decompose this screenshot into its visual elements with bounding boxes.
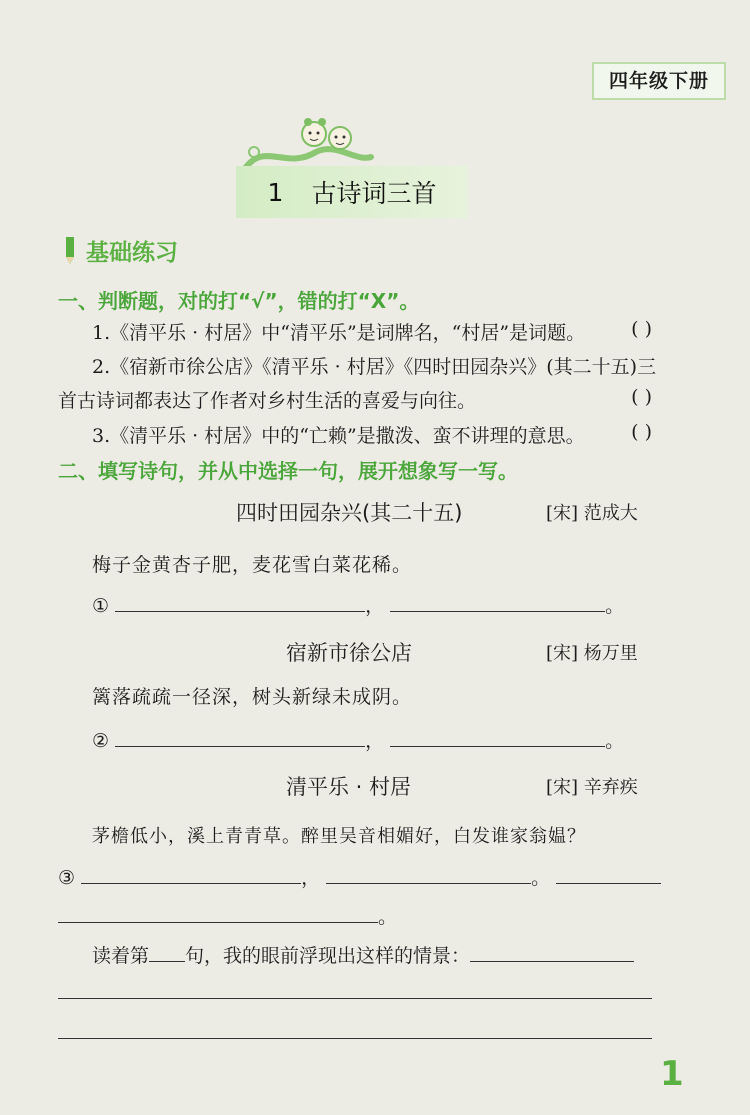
answer-blank[interactable]: [390, 728, 605, 747]
grade-tag: 四年级下册: [592, 62, 726, 100]
q1-item-1: [92, 318, 652, 345]
poem-2-title: 宿新市徐公店: [286, 641, 412, 665]
section-title: 基础练习: [86, 239, 178, 266]
poem-1-line: 梅子金黄杏子肥，麦花雪白菜花稀。: [92, 554, 413, 576]
q1-item-2-line2: [58, 386, 652, 413]
poem-3-line: 茅檐低小，溪上青青草。醉里吴音相媚好，白发谁家翁媪？: [92, 826, 586, 847]
poem-3-fill: [58, 863, 652, 890]
fill-comma: ，: [365, 730, 385, 752]
q2-heading: 二、填写诗句，并从中选择一句，展开想象写一写。: [58, 459, 518, 483]
writing-line[interactable]: [58, 998, 652, 999]
answer-blank[interactable]: [115, 593, 365, 612]
poem-1-fill: [92, 591, 652, 618]
answer-blank[interactable]: [81, 865, 301, 884]
pencil-icon: [60, 235, 80, 265]
answer-paren[interactable]: ( ): [631, 386, 652, 408]
answer-blank[interactable]: [470, 943, 634, 962]
answer-blank[interactable]: [149, 943, 185, 962]
answer-paren[interactable]: ( ): [631, 421, 652, 443]
lesson-title: 古诗词三首: [311, 179, 437, 208]
fill-period: 。: [605, 595, 625, 617]
poem-3-title: 清平乐 · 村居: [286, 775, 412, 799]
poem-1-author: [宋] 范成大: [546, 503, 638, 524]
prompt-before: 读着第: [92, 945, 150, 967]
poem-2-fill: [92, 726, 652, 753]
answer-blank[interactable]: [115, 728, 365, 747]
q1-item-2-text: 首古诗词都表达了作者对乡村生活的喜爱与向往。: [58, 390, 477, 412]
fill-comma: ，: [301, 867, 321, 889]
writing-prompt: [92, 941, 652, 968]
q1-item-3-text: 3.《清平乐 · 村居》中的“亡赖”是撒泼、蛮不讲理的意思。: [92, 425, 585, 447]
fill-period: 。: [605, 730, 625, 752]
fill-period: 。: [378, 906, 398, 928]
fill-marker: ③: [58, 867, 76, 889]
poem-3-fill-cont: [58, 902, 458, 929]
answer-paren[interactable]: ( ): [631, 318, 652, 340]
answer-blank[interactable]: [556, 865, 661, 884]
prompt-after: 句，我的眼前浮现出这样的情景：: [185, 945, 471, 967]
fill-marker: ①: [92, 595, 110, 617]
q1-item-1-text: 1.《清平乐 · 村居》中“清平乐”是词牌名，“村居”是词题。: [92, 322, 586, 344]
kids-illustration-icon: [236, 112, 376, 174]
q1-heading: 一、判断题，对的打“√”，错的打“X”。: [58, 289, 420, 313]
poem-2-author: [宋] 杨万里: [546, 643, 638, 664]
poem-3-author: [宋] 辛弃疾: [546, 777, 638, 798]
fill-marker: ②: [92, 730, 110, 752]
answer-blank[interactable]: [390, 593, 605, 612]
lesson-number: 1: [267, 177, 284, 207]
section-heading: [60, 232, 178, 268]
poem-2-line: 篱落疏疏一径深，树头新绿未成阴。: [92, 686, 413, 708]
answer-blank[interactable]: [58, 904, 378, 923]
page-number: 1: [660, 1054, 684, 1094]
answer-blank[interactable]: [326, 865, 531, 884]
fill-period: 。: [531, 867, 551, 889]
poem-1-title: 四时田园杂兴(其二十五): [236, 501, 463, 525]
q1-item-3: [92, 421, 652, 448]
fill-comma: ，: [365, 595, 385, 617]
writing-line[interactable]: [58, 1038, 652, 1039]
lesson-title-band: [236, 166, 468, 218]
q1-item-2-line1: 2.《宿新市徐公店》《清平乐 · 村居》《四时田园杂兴》(其二十五)三: [92, 356, 657, 378]
